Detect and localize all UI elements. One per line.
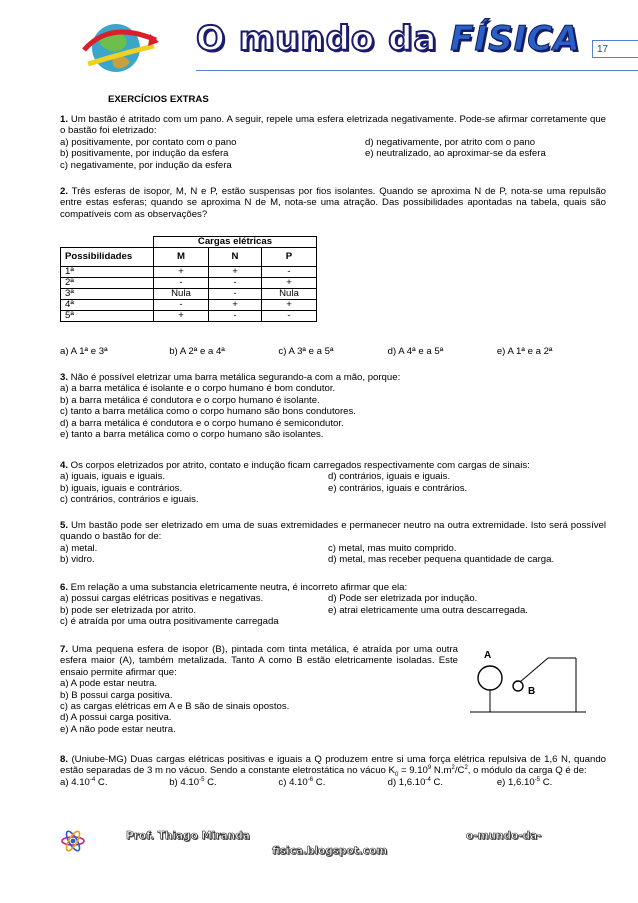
option-b: b) B possui carga positiva.	[60, 689, 173, 701]
option-d: d) a barra metálica é condutora e o corpo humano é semicondutor.	[60, 417, 344, 429]
option-base: a) 4.10	[60, 776, 90, 788]
table-header-m: M	[154, 248, 209, 267]
question-text: (Uniube-MG) Duas cargas elétricas positivas e iguais a Q produzem entre si uma força elétrica repulsiva de 1,6 N, quando estão separadas de 3 m no vácuo. Sendo a constante eletrostática no vácuo K	[60, 754, 606, 777]
page-number: 17	[592, 40, 638, 58]
option-c: c) negativamente, por indução da esfera	[60, 159, 232, 171]
question-text: Em relação a uma substancia eletricamente neutra, é incorreto afirmar que ela:	[68, 582, 408, 593]
question-text: N.m	[431, 765, 452, 777]
possibilities-table	[60, 236, 317, 322]
option-e: e) A 1ª e a 2ª	[496, 346, 553, 357]
option-c: c) contrários, contrários e iguais.	[60, 494, 199, 506]
table-cell: +	[209, 300, 262, 311]
question-5	[60, 520, 606, 566]
option-d: d) Pode ser eletrizada por indução.	[328, 593, 478, 605]
table-row	[61, 278, 317, 289]
question-text: Não é possível eletrizar uma barra metálica segurando-a com a mão, porque:	[68, 372, 401, 383]
option-e: e) tanto a barra metálica como o corpo humano são isolantes.	[60, 429, 324, 441]
option-base: d) 1,6.10	[387, 776, 426, 788]
option-b: b) A 2ª e a 4ª	[169, 346, 225, 357]
header-divider	[196, 70, 638, 71]
table-cell: 1ª	[61, 267, 154, 278]
option-b	[169, 777, 278, 788]
option-exponent: -4	[89, 776, 96, 783]
option-unit: C.	[540, 776, 553, 788]
site-title-accent: FÍSICA	[450, 19, 581, 59]
option-d: d) contrários, iguais e iguais.	[328, 471, 451, 483]
table-group-header: Cargas elétricas	[154, 237, 317, 248]
option-unit: C.	[204, 776, 217, 788]
table-cell: -	[154, 278, 209, 289]
option-exponent: -4	[425, 776, 431, 783]
question-number: 8.	[60, 754, 69, 765]
table-header-row	[61, 248, 317, 267]
option-a: a) iguais, iguais e iguais.	[60, 471, 166, 483]
question-text: Os corpos eletrizados por atrito, contato e indução ficam carregados respectivamente com cargas de sinais:	[68, 460, 530, 471]
question-8-options	[60, 777, 606, 788]
option-b: b) iguais, iguais e contrários.	[60, 482, 183, 494]
table-row	[61, 311, 317, 322]
option-a: a) A pode estar neutra.	[60, 678, 158, 690]
question-1	[60, 114, 606, 171]
option-a: a) metal.	[60, 542, 98, 554]
table-cell: -	[262, 267, 317, 278]
table-cell: +	[154, 267, 209, 278]
option-c: c) tanto a barra metálica como o corpo humano são bons condutores.	[60, 406, 356, 418]
question-text: /C	[454, 765, 465, 777]
option-e: e) A não pode estar neutra.	[60, 723, 176, 735]
option-unit: C.	[313, 776, 326, 788]
option-e	[497, 777, 606, 788]
question-text: Três esferas de isopor, M, N e P, estão suspensas por fios isolantes. Quando se aproxima N de P, nota-se uma repulsão entre estas esferas; quando se aproxima N de M, nota-se uma atração. Das possibilidades apontadas na tabela, quais são compatíveis com as observações?	[60, 186, 606, 220]
table-cell: 5ª	[61, 311, 154, 322]
table-cell: -	[154, 300, 209, 311]
question-2	[60, 186, 606, 220]
site-title-main: O mundo da	[196, 19, 451, 59]
atom-icon	[60, 828, 86, 854]
table-cell: 3ª	[61, 289, 154, 300]
table-header-possibilities: Possibilidades	[61, 248, 154, 267]
question-text: Um bastão é atritado com um pano. A seguir, repele uma esfera eletrizada negativamente. Pode-se afirmar corretamente que o bastão foi eletrizado:	[60, 114, 606, 137]
table-cell: -	[262, 311, 317, 322]
exponent: 9	[427, 765, 432, 772]
option-d: d) metal, mas receber pequena quantidade de carga.	[328, 554, 555, 566]
option-exponent: -6	[307, 776, 314, 783]
option-b: b) pode ser eletrizada por atrito.	[60, 604, 196, 616]
question-text: Um bastão pode ser eletrizado em uma de suas extremidades e permanecer neutro na outra extremidade. Isto será possível quando o bastão for de:	[60, 520, 606, 543]
sphere-b-label: B	[528, 686, 536, 697]
table-cell: -	[209, 311, 262, 322]
table-group-header-row	[61, 237, 317, 248]
table-header-n: N	[209, 248, 262, 267]
option-a: a) possui cargas elétricas positivas e negativas.	[60, 593, 264, 605]
table-cell: Nula	[262, 289, 317, 300]
option-c: c) as cargas elétricas em A e B são de sinais opostos.	[60, 701, 290, 713]
question-text: , o módulo da carga Q é de:	[467, 765, 587, 777]
table-row	[61, 300, 317, 311]
table-row	[61, 289, 317, 300]
option-base: c) 4.10	[278, 776, 308, 788]
question-text: Uma pequena esfera de isopor (B), pintada com tinta metálica, é atraída por uma outra esfera maior (A), também metalizada. Tanto A como B estão eletricamente isoladas. Este ensaio permite afirmar que:	[60, 644, 458, 678]
table-cell: +	[262, 300, 317, 311]
table-row	[61, 267, 317, 278]
globe-logo-icon	[80, 10, 160, 80]
option-b: b) vidro.	[60, 554, 95, 566]
option-unit: C.	[95, 776, 108, 788]
question-number: 2.	[60, 186, 69, 197]
option-base: e) 1,6.10	[496, 776, 535, 788]
option-unit: C.	[430, 776, 444, 788]
table-cell: +	[209, 267, 262, 278]
table-cell: Nula	[154, 289, 209, 300]
question-number: 5.	[60, 520, 69, 531]
question-2-options	[60, 346, 606, 357]
option-d	[388, 777, 497, 788]
question-number: 3.	[60, 372, 69, 383]
exponent: 2	[464, 765, 468, 772]
option-c: c) é atraída por uma outra positivamente carregada	[60, 616, 279, 628]
table-cell: +	[154, 311, 209, 322]
question-number: 7.	[60, 644, 69, 655]
question-7	[60, 644, 458, 735]
table-cell: +	[262, 278, 317, 289]
exponent: 2	[451, 765, 455, 772]
option-c: c) metal, mas muito comprido.	[328, 542, 457, 554]
option-b: b) a barra metálica é condutora e o corpo humano é isolante.	[60, 394, 320, 406]
option-a: a) positivamente, por contato com o pano	[60, 136, 237, 148]
option-e: e) neutralizado, ao aproximar-se da esfera	[365, 148, 546, 160]
footer-blog-url-part2: fisica.blogspot.com	[272, 845, 388, 857]
option-e: e) atrai eletricamente uma outra descarregada.	[328, 604, 528, 616]
option-base: b) 4.10	[169, 776, 200, 788]
table-cell: 2ª	[61, 278, 154, 289]
spheres-diagram	[468, 640, 588, 718]
sphere-a-label: A	[484, 650, 492, 661]
question-4	[60, 460, 606, 506]
question-number: 4.	[60, 460, 69, 471]
table-cell: -	[209, 289, 262, 300]
option-a: a) a barra metálica é isolante e o corpo humano é bom condutor.	[60, 383, 336, 395]
option-c: c) A 3ª e a 5ª	[278, 346, 334, 357]
option-c	[278, 777, 387, 788]
table-cell: 4ª	[61, 300, 154, 311]
question-3	[60, 372, 606, 440]
option-exponent: -5	[534, 776, 541, 783]
option-a	[60, 777, 169, 788]
table-header-p: P	[262, 248, 317, 267]
question-8	[60, 754, 606, 788]
table-cell: -	[209, 278, 262, 289]
option-b: b) positivamente, por indução da esfera	[60, 148, 229, 160]
option-d: d) A possui carga positiva.	[60, 712, 172, 724]
footer-blog-url-part1: o-mundo-da-	[466, 830, 542, 842]
site-title	[196, 19, 581, 59]
option-d: d) A 4ª e a 5ª	[387, 346, 444, 357]
section-title: EXERCÍCIOS EXTRAS	[108, 94, 209, 105]
k-subscript: 0	[394, 772, 399, 779]
footer-author: Prof. Thiago Miranda	[126, 830, 250, 842]
option-d: d) negativamente, por atrito com o pano	[365, 136, 536, 148]
question-6	[60, 582, 606, 628]
option-exponent: -5	[199, 776, 205, 783]
question-number: 6.	[60, 582, 69, 593]
option-e: e) contrários, iguais e contrários.	[328, 482, 468, 494]
question-text: = 9.10	[398, 765, 428, 777]
question-number: 1.	[60, 114, 69, 125]
option-a: a) A 1ª e 3ª	[60, 346, 108, 357]
